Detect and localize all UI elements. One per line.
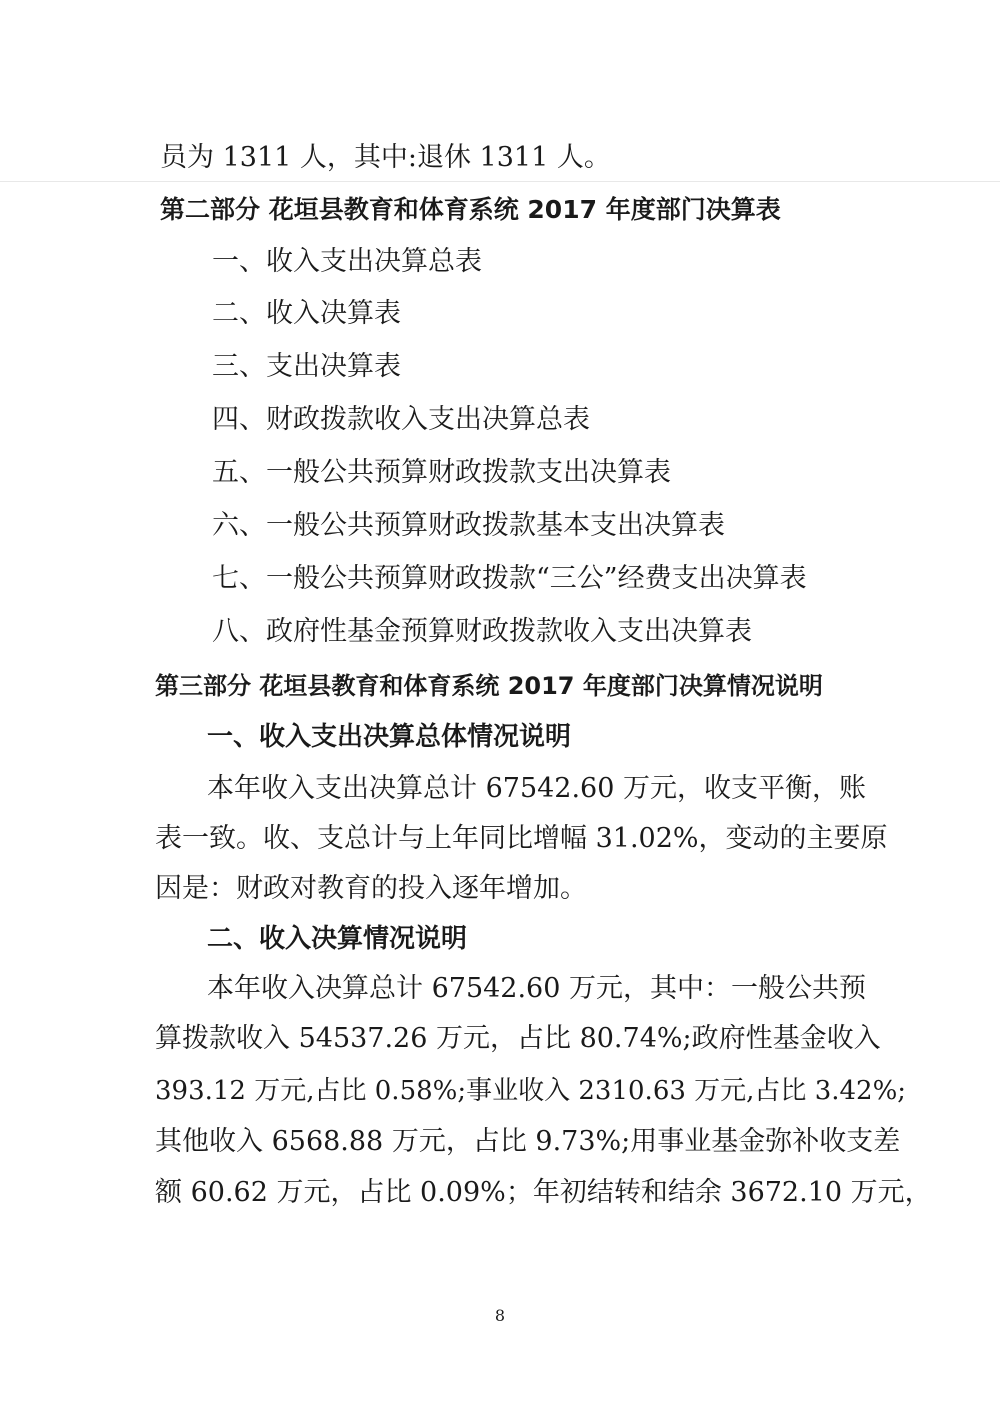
section2-heading: 二、收入决算情况说明 <box>207 924 468 954</box>
continuation-line: 员为 1311 人，其中:退休 1311 人。 <box>160 142 611 173</box>
section1-line-2: 表一致。收、支总计与上年同比增幅 31.02%，变动的主要原 <box>155 823 888 854</box>
section2-line-1: 本年收入决算总计 67542.60 万元，其中：一般公共预 <box>207 973 866 1004</box>
part2-item-8: 八、政府性基金预算财政拨款收入支出决算表 <box>212 616 752 647</box>
section2-line-4: 其他收入 6568.88 万元，占比 9.73%;用事业基金弥补收支差 <box>155 1126 901 1157</box>
part2-item-7: 七、一般公共预算财政拨款“三公”经费支出决算表 <box>212 563 807 594</box>
part2-item-4: 四、财政拨款收入支出决算总表 <box>212 404 590 435</box>
part3-heading: 第三部分 花垣县教育和体育系统 2017 年度部门决算情况说明 <box>155 672 823 700</box>
section2-line-5: 额 60.62 万元，占比 0.09%；年初结转和结余 3672.10 万元， <box>155 1177 932 1208</box>
part2-item-6: 六、一般公共预算财政拨款基本支出决算表 <box>212 510 725 541</box>
section2-line-2: 算拨款收入 54537.26 万元，占比 80.74%;政府性基金收入 <box>155 1023 881 1054</box>
section1-line-1: 本年收入支出决算总计 67542.60 万元，收支平衡，账 <box>207 773 866 804</box>
part2-heading: 第二部分 花垣县教育和体育系统 2017 年度部门决算表 <box>160 195 781 224</box>
section1-line-3: 因是：财政对教育的投入逐年增加。 <box>155 873 587 904</box>
page-number: 8 <box>494 1306 506 1325</box>
part2-item-1: 一、收入支出决算总表 <box>212 246 482 277</box>
part2-item-5: 五、一般公共预算财政拨款支出决算表 <box>212 457 671 488</box>
part2-item-2: 二、收入决算表 <box>212 298 401 329</box>
scan-artifact-line <box>0 181 1000 182</box>
part2-item-3: 三、支出决算表 <box>212 351 401 382</box>
section2-line-3: 393.12 万元,占比 0.58%;事业收入 2310.63 万元,占比 3.42%; <box>155 1076 907 1106</box>
section1-heading: 一、收入支出决算总体情况说明 <box>207 722 572 752</box>
